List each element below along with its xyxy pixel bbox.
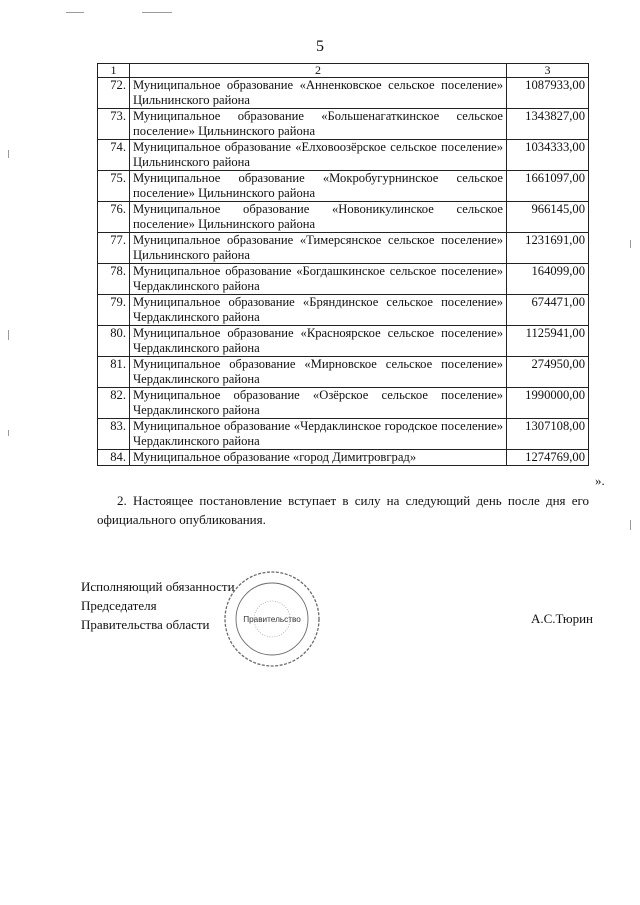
municipality-name: Муниципальное образование «Бряндинское сельское поселение» Чердаклинского района [130, 295, 507, 326]
allocation-amount: 1274769,00 [507, 450, 589, 466]
municipality-name: Муниципальное образование «Новоникулинское сельское поселение» Цильнинского района [130, 202, 507, 233]
allocation-amount: 1087933,00 [507, 78, 589, 109]
row-number: 83. [98, 419, 130, 450]
municipality-name: Муниципальное образование «Красноярское сельское поселение» Чердаклинского района [130, 326, 507, 357]
allocation-amount: 274950,00 [507, 357, 589, 388]
row-number: 73. [98, 109, 130, 140]
table-closing-mark: ». [595, 473, 605, 488]
scan-mark [8, 150, 9, 158]
table-row [98, 78, 589, 109]
column-header: 3 [507, 64, 589, 78]
signatory-title-line: Исполняющий обязанности [81, 579, 235, 594]
table-row [98, 264, 589, 295]
municipality-name: Муниципальное образование «Озёрское сельское поселение» Чердаклинского района [130, 388, 507, 419]
table-row [98, 419, 589, 450]
table-row [98, 140, 589, 171]
column-header: 1 [98, 64, 130, 78]
table-row [98, 295, 589, 326]
allocation-amount: 164099,00 [507, 264, 589, 295]
allocation-amount: 1125941,00 [507, 326, 589, 357]
table-header-row [98, 64, 589, 78]
allocation-amount: 1034333,00 [507, 140, 589, 171]
scan-mark [66, 12, 84, 13]
signatory-title-line: Правительства области [81, 617, 210, 632]
table-row [98, 233, 589, 264]
municipality-name: Муниципальное образование «город Димитровград» [130, 450, 507, 466]
row-number: 72. [98, 78, 130, 109]
municipality-name: Муниципальное образование «Мокробугурнинское сельское поселение» Цильнинского района [130, 171, 507, 202]
page-number: 5 [316, 38, 324, 55]
official-seal-stamp [222, 569, 322, 669]
scan-mark [630, 240, 631, 248]
table-row [98, 202, 589, 233]
signatory-title [81, 577, 235, 634]
municipality-name: Муниципальное образование «Чердаклинское городское поселение» Чердаклинского района [130, 419, 507, 450]
allocation-amount: 674471,00 [507, 295, 589, 326]
municipality-name: Муниципальное образование «Тимерсянское сельское поселение» Цильнинского района [130, 233, 507, 264]
row-number: 77. [98, 233, 130, 264]
scan-mark [630, 520, 631, 530]
scan-mark [8, 430, 9, 436]
signatory-title-line: Председателя [81, 598, 157, 613]
row-number: 78. [98, 264, 130, 295]
municipality-name: Муниципальное образование «Мирновское сельское поселение» Чердаклинского района [130, 357, 507, 388]
allocation-amount: 1661097,00 [507, 171, 589, 202]
municipality-name: Муниципальное образование «Большенагаткинское сельское поселение» Цильнинского района [130, 109, 507, 140]
municipality-name: Муниципальное образование «Богдашкинское сельское поселение» Чердаклинского района [130, 264, 507, 295]
row-number: 79. [98, 295, 130, 326]
row-number: 82. [98, 388, 130, 419]
row-number: 81. [98, 357, 130, 388]
allocation-amount: 1307108,00 [507, 419, 589, 450]
table-row [98, 171, 589, 202]
row-number: 74. [98, 140, 130, 171]
stamp-text: Правительство [243, 615, 301, 624]
table-row [98, 357, 589, 388]
allocation-amount: 1231691,00 [507, 233, 589, 264]
table-row [98, 109, 589, 140]
municipality-name: Муниципальное образование «Анненковское сельское поселение» Цильнинского района [130, 78, 507, 109]
municipality-name: Муниципальное образование «Елховоозёрское сельское поселение» Цильнинского района [130, 140, 507, 171]
column-header: 2 [130, 64, 507, 78]
row-number: 84. [98, 450, 130, 466]
table-row [98, 450, 589, 466]
table-row [98, 388, 589, 419]
allocation-amount: 966145,00 [507, 202, 589, 233]
allocation-table [97, 63, 589, 466]
table-row [98, 326, 589, 357]
scan-mark [8, 330, 9, 340]
row-number: 80. [98, 326, 130, 357]
allocation-amount: 1343827,00 [507, 109, 589, 140]
row-number: 75. [98, 171, 130, 202]
row-number: 76. [98, 202, 130, 233]
paragraph-effective-date: 2. Настоящее постановление вступает в силу на следующий день после дня его официального опубликования. [97, 493, 589, 527]
scan-mark [142, 12, 172, 13]
signatory-name: А.С.Тюрин [531, 611, 593, 626]
allocation-amount: 1990000,00 [507, 388, 589, 419]
